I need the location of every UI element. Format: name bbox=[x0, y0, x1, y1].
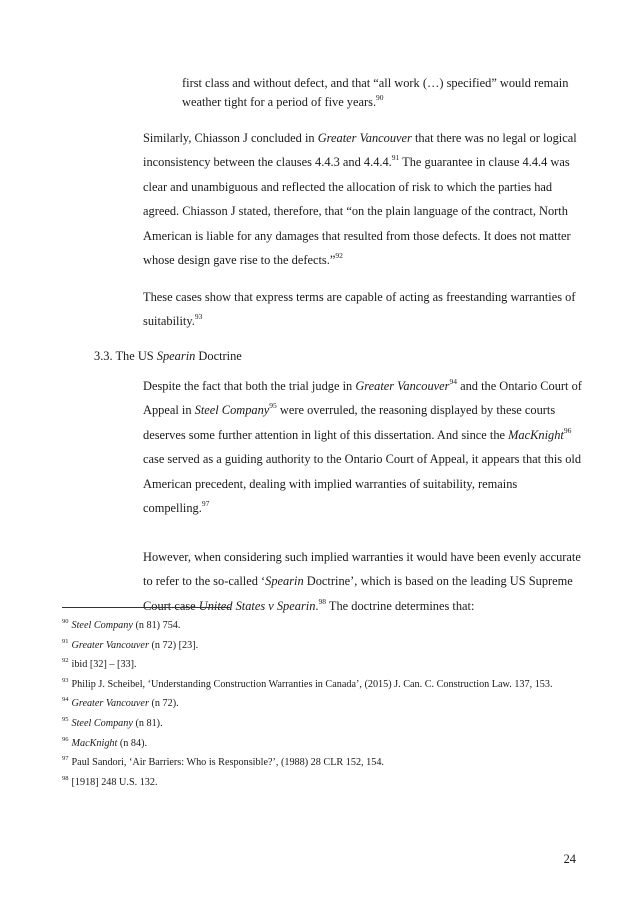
footnote-item: $^{95}$ Steel Company (n 81). bbox=[62, 715, 163, 729]
footnote-item: $^{98}$ [1918] 248 U.S. 132. bbox=[62, 774, 158, 788]
footnote-item: $^{92}$ ibid [32] – [33]. bbox=[62, 657, 137, 671]
paragraph-trial-judge: Despite the fact that both the trial judge in Greater Vancouver$^{94}$ and the Ontario Court of Appeal in Steel Company$^{95}$ were overruled, the reasoning displayed by these courts deserves some further attention in light of this dissertation. And since the MacKnight$^{96}$ case served as a guiding authority to the Ontario Court of Appeal, it appears that this old American precedent, dealing with implied warranties of suitability, remains compelling.$^{97}$ bbox=[143, 377, 582, 516]
footnote-item: $^{97}$ Paul Sandori, ‘Air Barriers: Who is Responsible?’, (1988) 28 CLR 152, 154. bbox=[62, 755, 384, 769]
footnote-item: $^{94}$ Greater Vancouver (n 72). bbox=[62, 696, 179, 710]
block-quote: first class and without defect, and that “all work (…) specified” would remain weather tight for a period of five years.$^{90}$ bbox=[182, 76, 569, 109]
footnote-ref[interactable]: 95 bbox=[269, 401, 277, 411]
paragraph-chiasson: Similarly, Chiasson J concluded in Greater Vancouver that there was no legal or logical inconsistency between the clauses 4.4.3 and 4.4.4.91 The guarantee in clause 4.4.4 was clear and unambiguous and reflected the allocation of risk to which the parties had agreed. Chiasson J stated, therefore, that “on the plain language of the contract, North American is liable for any damages that resulted from those defects. It does not matter whose design gave rise to the defects.”$^{92}$ bbox=[143, 131, 577, 268]
paragraph-express-terms: These cases show that express terms are capable of acting as freestanding warranties of suitability.$^{93}$ bbox=[143, 290, 576, 329]
footnote-ref[interactable]: 90 bbox=[376, 92, 384, 102]
footnote-ref[interactable]: 93 bbox=[194, 312, 203, 322]
footnote-item: $^{96}$ MacKnight (n 84). bbox=[62, 735, 148, 749]
footnote-ref[interactable]: 97 bbox=[201, 499, 210, 509]
footnotes bbox=[62, 616, 582, 792]
page-number: 24 bbox=[563, 852, 576, 866]
paragraph-spearin: However, when considering such implied warranties it would have been evenly accurate to refer to the so-called ‘Spearin Doctrine’, which is based on the leading US Supreme Court case United States v Spearin.$^{98}$ The doctrine determines that: bbox=[143, 550, 581, 613]
footnote-ref[interactable]: 96 bbox=[563, 425, 572, 435]
footnote-ref[interactable]: 98 bbox=[318, 596, 327, 606]
footnote-item: $^{91}$ Greater Vancouver (n 72) [23]. bbox=[62, 637, 199, 651]
footnote-ref[interactable]: 91 bbox=[391, 153, 400, 163]
footnote-ref[interactable]: 92 bbox=[335, 251, 343, 261]
footnote-ref[interactable]: 94 bbox=[449, 377, 457, 386]
footnote-item: $^{90}$ Steel Company (n 81) 754. bbox=[62, 618, 181, 631]
section-heading: 3.3. The US Spearin Doctrine bbox=[94, 349, 242, 363]
footnote-item: $^{93}$ Philip J. Scheibel, ‘Understanding Construction Warranties in Canada’, (2015) J. Can. C. Construction Law. 137, 153. bbox=[62, 676, 553, 690]
footnote-divider bbox=[62, 607, 230, 608]
